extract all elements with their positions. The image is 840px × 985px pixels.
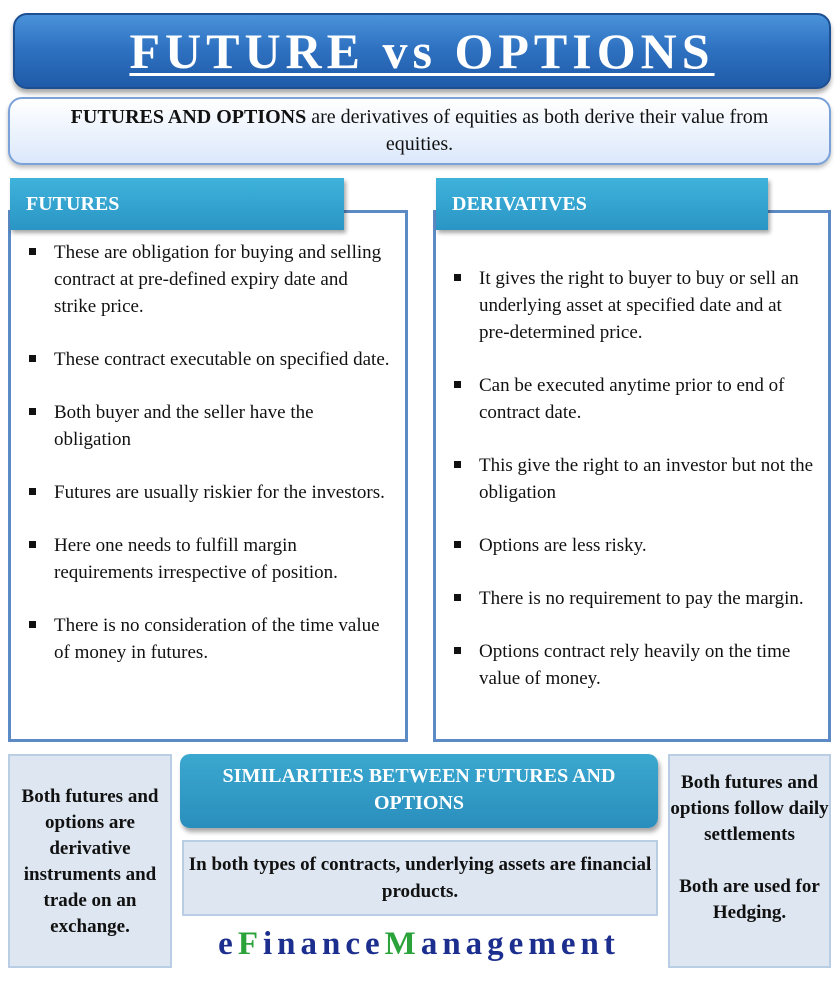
brand-logo — [180, 922, 658, 966]
futures-list — [10, 239, 390, 692]
bullet-icon — [29, 488, 36, 495]
brand-part-finance: Finance — [237, 926, 385, 962]
intro-box — [8, 97, 831, 165]
similarity-right-box — [668, 754, 831, 968]
brand-part-e: e — [218, 926, 238, 962]
list-item — [10, 532, 390, 586]
intro-bold-text: FUTURES AND OPTIONS — [70, 106, 307, 128]
similarity-left-box: Both futures and options are derivative instruments and trade on an exchange. — [8, 754, 172, 968]
bullet-icon — [454, 461, 461, 468]
brand-part-m: M — [384, 926, 421, 962]
similarities-heading: SIMILARITIES BETWEEN FUTURES AND OPTIONS — [180, 754, 658, 828]
list-item — [10, 479, 390, 506]
bullet-icon — [454, 541, 461, 548]
bullet-icon — [454, 647, 461, 654]
bullet-icon — [29, 621, 36, 628]
intro-text: are derivatives of equities as both derive their value from equities. — [306, 106, 769, 155]
bullet-icon — [454, 381, 461, 388]
bullet-icon — [454, 274, 461, 281]
bullet-icon — [29, 408, 36, 415]
list-item-text: Options are less risky. — [479, 535, 647, 556]
list-item-text: Can be executed anytime prior to end of contract date. — [479, 375, 785, 423]
list-item — [435, 585, 815, 612]
list-item-text: These are obligation for buying and selling contract at pre-defined expiry date and strike price. — [54, 242, 382, 317]
list-item-text: There is no requirement to pay the margin. — [479, 588, 804, 609]
bullet-icon — [29, 248, 36, 255]
title-banner — [13, 13, 831, 89]
bullet-icon — [454, 594, 461, 601]
list-item — [10, 346, 390, 373]
list-item — [10, 612, 390, 666]
list-item — [435, 638, 815, 692]
bullet-icon — [29, 355, 36, 362]
list-item-text: Here one needs to fulfill margin requirements irrespective of position. — [54, 535, 338, 583]
list-item-text: There is no consideration of the time value of money in futures. — [54, 615, 380, 663]
futures-heading: FUTURES — [10, 178, 344, 230]
options-heading: DERIVATIVES — [436, 178, 768, 230]
list-item — [435, 532, 815, 559]
list-item-text: Options contract rely heavily on the time value of money. — [479, 641, 791, 689]
list-item — [435, 452, 815, 506]
page-title: FUTURE vs OPTIONS — [129, 23, 715, 79]
similarity-right-text-2: Both are used for Hedging. — [679, 876, 820, 923]
bullet-icon — [29, 541, 36, 548]
brand-part-anagement: anagement — [420, 926, 620, 962]
list-item — [10, 239, 390, 320]
list-item — [435, 265, 815, 346]
list-item-text: It gives the right to buyer to buy or sell an underlying asset at specified date and at pre-determined price. — [479, 268, 799, 343]
options-list — [435, 265, 815, 718]
similarity-center-box: In both types of contracts, underlying assets are financial products. — [182, 840, 658, 916]
list-item — [435, 372, 815, 426]
list-item-text: This give the right to an investor but not the obligation — [479, 455, 814, 503]
list-item-text: Futures are usually riskier for the investors. — [54, 482, 385, 503]
list-item — [10, 399, 390, 453]
list-item-text: Both buyer and the seller have the obligation — [54, 402, 314, 450]
similarity-right-text-1: Both futures and options follow daily settlements — [670, 772, 829, 845]
list-item-text: These contract executable on specified date. — [54, 349, 390, 370]
